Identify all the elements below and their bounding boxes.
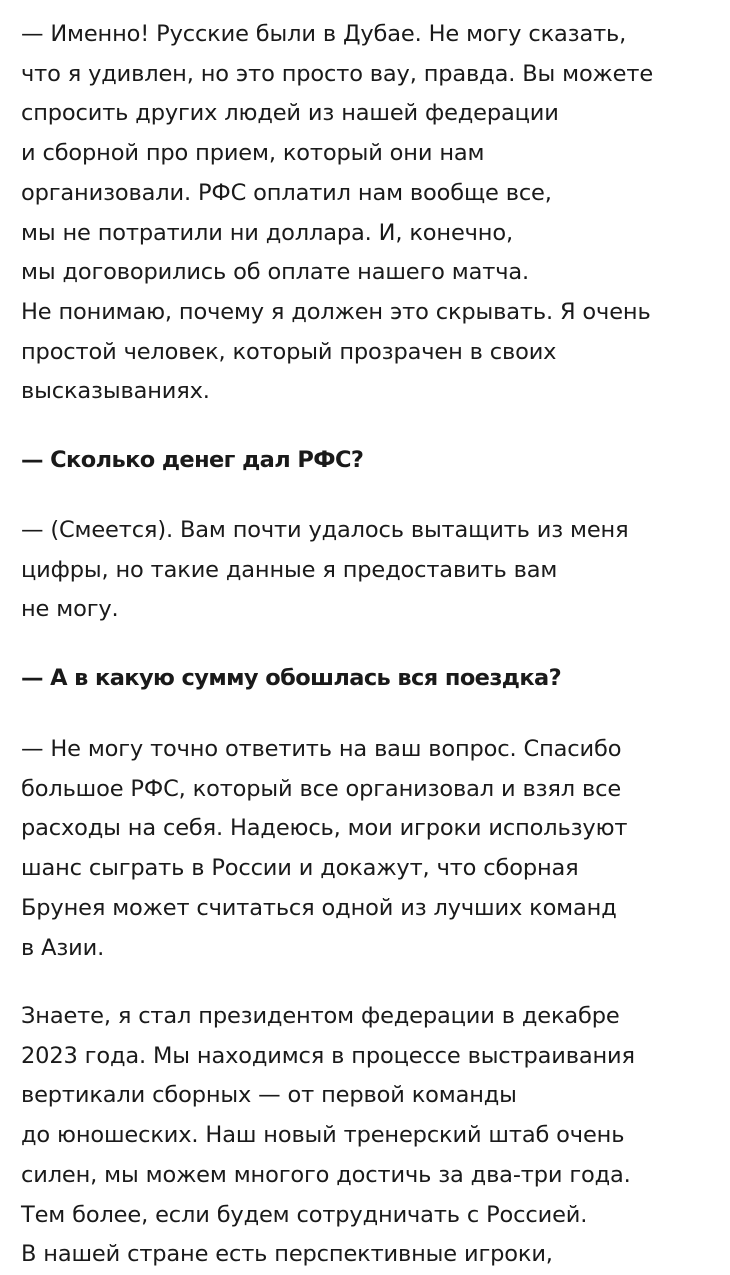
text-line: расходы на себя. Надеюсь, мои игроки используют (21, 815, 628, 842)
text-line: цифры, но такие данные я предоставить вам (21, 556, 558, 583)
text-line: в Азии. (21, 934, 105, 961)
text-line: не могу. (21, 596, 119, 623)
text-line: Тем более, если будем сотрудничать с Россией. (21, 1201, 588, 1228)
text-line: и сборной про прием, который они нам (21, 140, 485, 167)
text-line: 2023 года. Мы находимся в процессе выстраивания (21, 1042, 635, 1069)
text-line: силен, мы можем многого достичь за два-три года. (21, 1161, 631, 1188)
text-line: В нашей стране есть перспективные игроки, (21, 1241, 553, 1268)
text-line: мы не потратили ни доллара. И, конечно, (21, 219, 513, 246)
text-line: спросить других людей из нашей федерации (21, 100, 559, 127)
text-line: Не понимаю, почему я должен это скрывать. Я очень (21, 298, 651, 325)
answer-paragraph-1 (21, 15, 653, 412)
text-line: что я удивлен, но это просто вау, правда. Вы можете (21, 60, 654, 87)
text-line: простой человек, который прозрачен в своих (21, 338, 557, 365)
text-line: Знаете, я стал президентом федерации в декабре (21, 1003, 620, 1029)
answer-paragraph-4 (21, 997, 635, 1275)
text-line: мы договорились об оплате нашего матча. (21, 259, 529, 286)
text-line: до юношеских. Наш новый тренерский штаб очень (21, 1122, 625, 1149)
interview-question-2: — А в какую сумму обошлась вся поездка? (21, 665, 562, 691)
text-line: — Именно! Русские были в Дубае. Не могу сказать, (21, 21, 627, 47)
answer-paragraph-2 (21, 511, 629, 630)
text-line: Брунея может считаться одной из лучших команд (21, 894, 617, 921)
text-line: — (Смеется). Вам почти удалось вытащить из меня (21, 517, 629, 543)
text-line: вертикали сборных — от первой команды (21, 1082, 517, 1109)
text-line: высказываниях. (21, 378, 210, 405)
text-line: — Не могу точно ответить на ваш вопрос. Спасибо (21, 736, 622, 762)
text-line: большое РФС, который все организовал и взял все (21, 775, 622, 802)
text-line: организовали. РФС оплатил нам вообще все, (21, 179, 552, 206)
text-line: шанс сыграть в России и докажут, что сборная (21, 855, 579, 882)
answer-paragraph-3 (21, 730, 627, 968)
interview-question-1: — Сколько денег дал РФС? (21, 447, 364, 473)
